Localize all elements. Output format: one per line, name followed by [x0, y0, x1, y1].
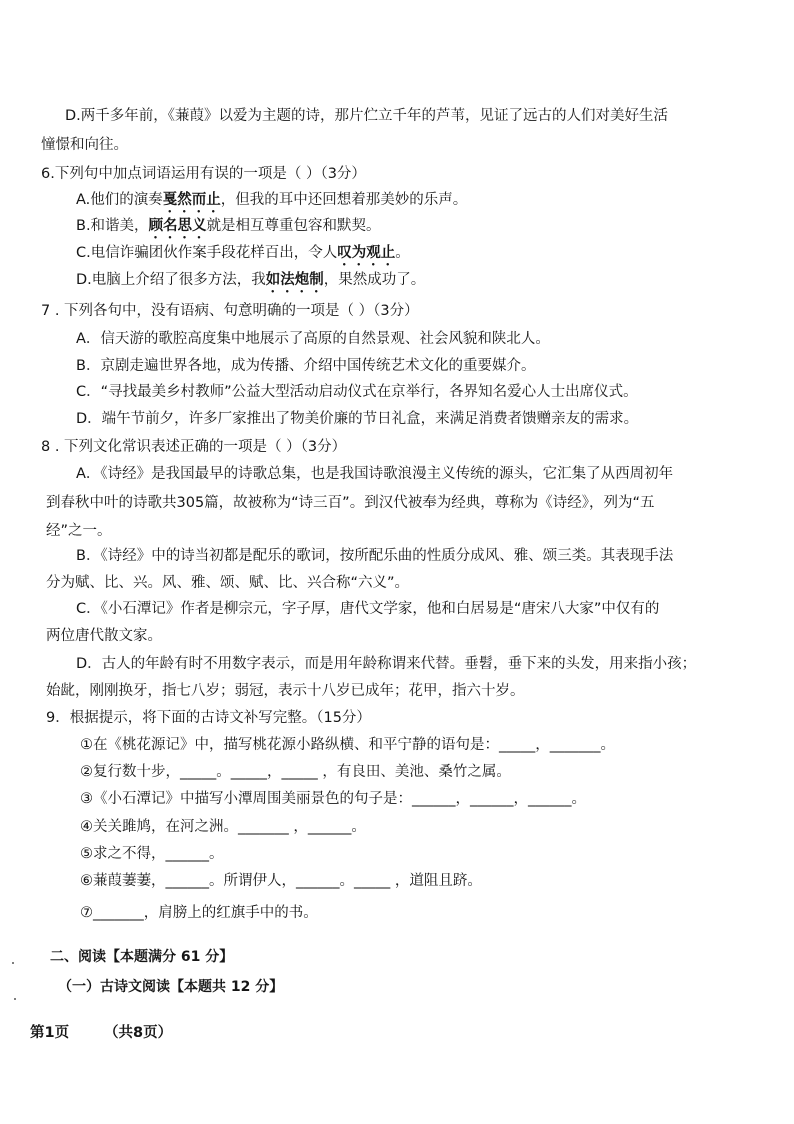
q6-option-d-pre: D.电脑上介绍了很多方法，我 [76, 272, 266, 288]
q9-item-1: ①在《桃花源记》中，描写桃花源小路纵横、和平宁静的语句是：_____，_______。 [80, 737, 615, 753]
q6-option-c-dotted: 叹为观止 [337, 245, 396, 261]
footer-page-number: 第1页 [30, 1025, 70, 1041]
q8-option-b-line2: 分为赋、比、兴。风、雅、颂、赋、比、兴合称“六义”。 [46, 575, 410, 591]
q6-stem: 6.下列句中加点词语运用有误的一项是（ ）（3分） [41, 166, 366, 182]
q8-option-a-line2: 到春秋中叶的诗歌共305篇，故被称为“诗三百”。到汉代被奉为经典，尊称为《诗经》，列为“五 [46, 495, 655, 511]
q6-option-c-post: 。 [395, 245, 410, 261]
q8-option-d-line2: 始龀，刚刚换牙，指七八岁；弱冠，表示十八岁已成年；花甲，指六十岁。 [46, 683, 525, 699]
q6-option-b-dotted: 顾名思义 [148, 218, 207, 234]
section-2-subheading: （一）古诗文阅读【本题共 12 分】 [58, 979, 284, 995]
q5-option-d-line2: 憧憬和向往。 [41, 137, 128, 153]
scan-speck [14, 998, 16, 1000]
q8-option-d-line1: D．古人的年龄有时不用数字表示，而是用年龄称谓来代替。垂髫，垂下来的头发，用来指小孩； [76, 656, 697, 672]
q8-option-c-line1: C．《小石潭记》作者是柳宗元，字子厚，唐代文学家，他和白居易是“唐宋八大家”中仅有的 [76, 601, 660, 617]
q6-option-b-post: 就是相互尊重包容和默契。 [206, 218, 381, 234]
q6-option-d [76, 270, 425, 296]
q9-item-4: ④关关雎鸠，在河之洲。_______ ，______。 [80, 819, 366, 835]
q6-option-a-dotted: 戛然而止 [162, 192, 221, 208]
q8-option-a-line3: 经”之一。 [46, 523, 112, 539]
q7-option-d: D．端午节前夕，许多厂家推出了物美价廉的节日礼盒，来满足消费者馈赠亲友的需求。 [76, 411, 639, 427]
q7-stem: 7 . 下列各句中，没有语病、句意明确的一项是（ ）（3分） [41, 303, 419, 319]
scan-speck [12, 962, 14, 964]
q5-option-d-line1: D.两千多年前，《蒹葭》以爱为主题的诗，那片伫立千年的芦苇，见证了远古的人们对美好生活 [65, 108, 669, 124]
q8-option-b-line1: B．《诗经》中的诗当初都是配乐的歌词，按所配乐曲的性质分成风、雅、颂三类。其表现手法 [76, 548, 674, 564]
q8-stem: 8 . 下列文化常识表述正确的一项是（ ）（3分） [41, 439, 347, 455]
footer-total-pages: （共8页） [104, 1025, 173, 1041]
q9-item-6: ⑥蒹葭萋萋，______。所谓伊人，______。_____ ，道阻且跻。 [80, 873, 482, 889]
section-2-heading: 二、阅读【本题满分 61 分】 [50, 949, 234, 965]
q6-option-b-pre: B.和谐美， [76, 218, 149, 234]
q9-item-2: ②复行数十步，_____。_____，_____ ，有良田、美池、桑竹之属。 [80, 764, 511, 780]
q6-option-a-pre: A.他们的演奏 [76, 192, 163, 208]
q9-item-3: ③《小石潭记》中描写小潭周围美丽景色的句子是：______，______，______。 [80, 791, 586, 807]
q8-option-c-line2: 两位唐代散文家。 [46, 628, 162, 644]
q7-option-c: C．“寻找最美乡村教师”公益大型活动启动仪式在京举行，各界知名爱心人士出席仪式。 [76, 384, 638, 400]
q6-option-c [76, 243, 410, 269]
q8-option-a-line1: A．《诗经》是我国最早的诗歌总集，也是我国诗歌浪漫主义传统的源头，它汇集了从西周初年 [76, 466, 674, 482]
q6-option-a-post: ，但我的耳中还回想着那美妙的乐声。 [220, 192, 468, 208]
q7-option-b: B．京剧走遍世界各地，成为传播、介绍中国传统艺术文化的重要媒介。 [76, 358, 536, 374]
q6-option-c-pre: C.电信诈骗团伙作案手段花样百出，令人 [76, 245, 338, 261]
q9-item-7: ⑦_______，肩膀上的红旗手中的书。 [80, 905, 318, 921]
q6-option-b [76, 216, 381, 242]
q7-option-a: A．信天游的歌腔高度集中地展示了高原的自然景观、社会风貌和陕北人。 [76, 331, 550, 347]
q6-option-d-dotted: 如法炮制 [265, 272, 324, 288]
q9-item-5: ⑤求之不得，______。 [80, 846, 224, 862]
q6-option-d-post: ，果然成功了。 [323, 272, 426, 288]
q9-stem: 9．根据提示，将下面的古诗文补写完整。（15分） [46, 710, 371, 726]
q6-option-a [76, 190, 467, 216]
